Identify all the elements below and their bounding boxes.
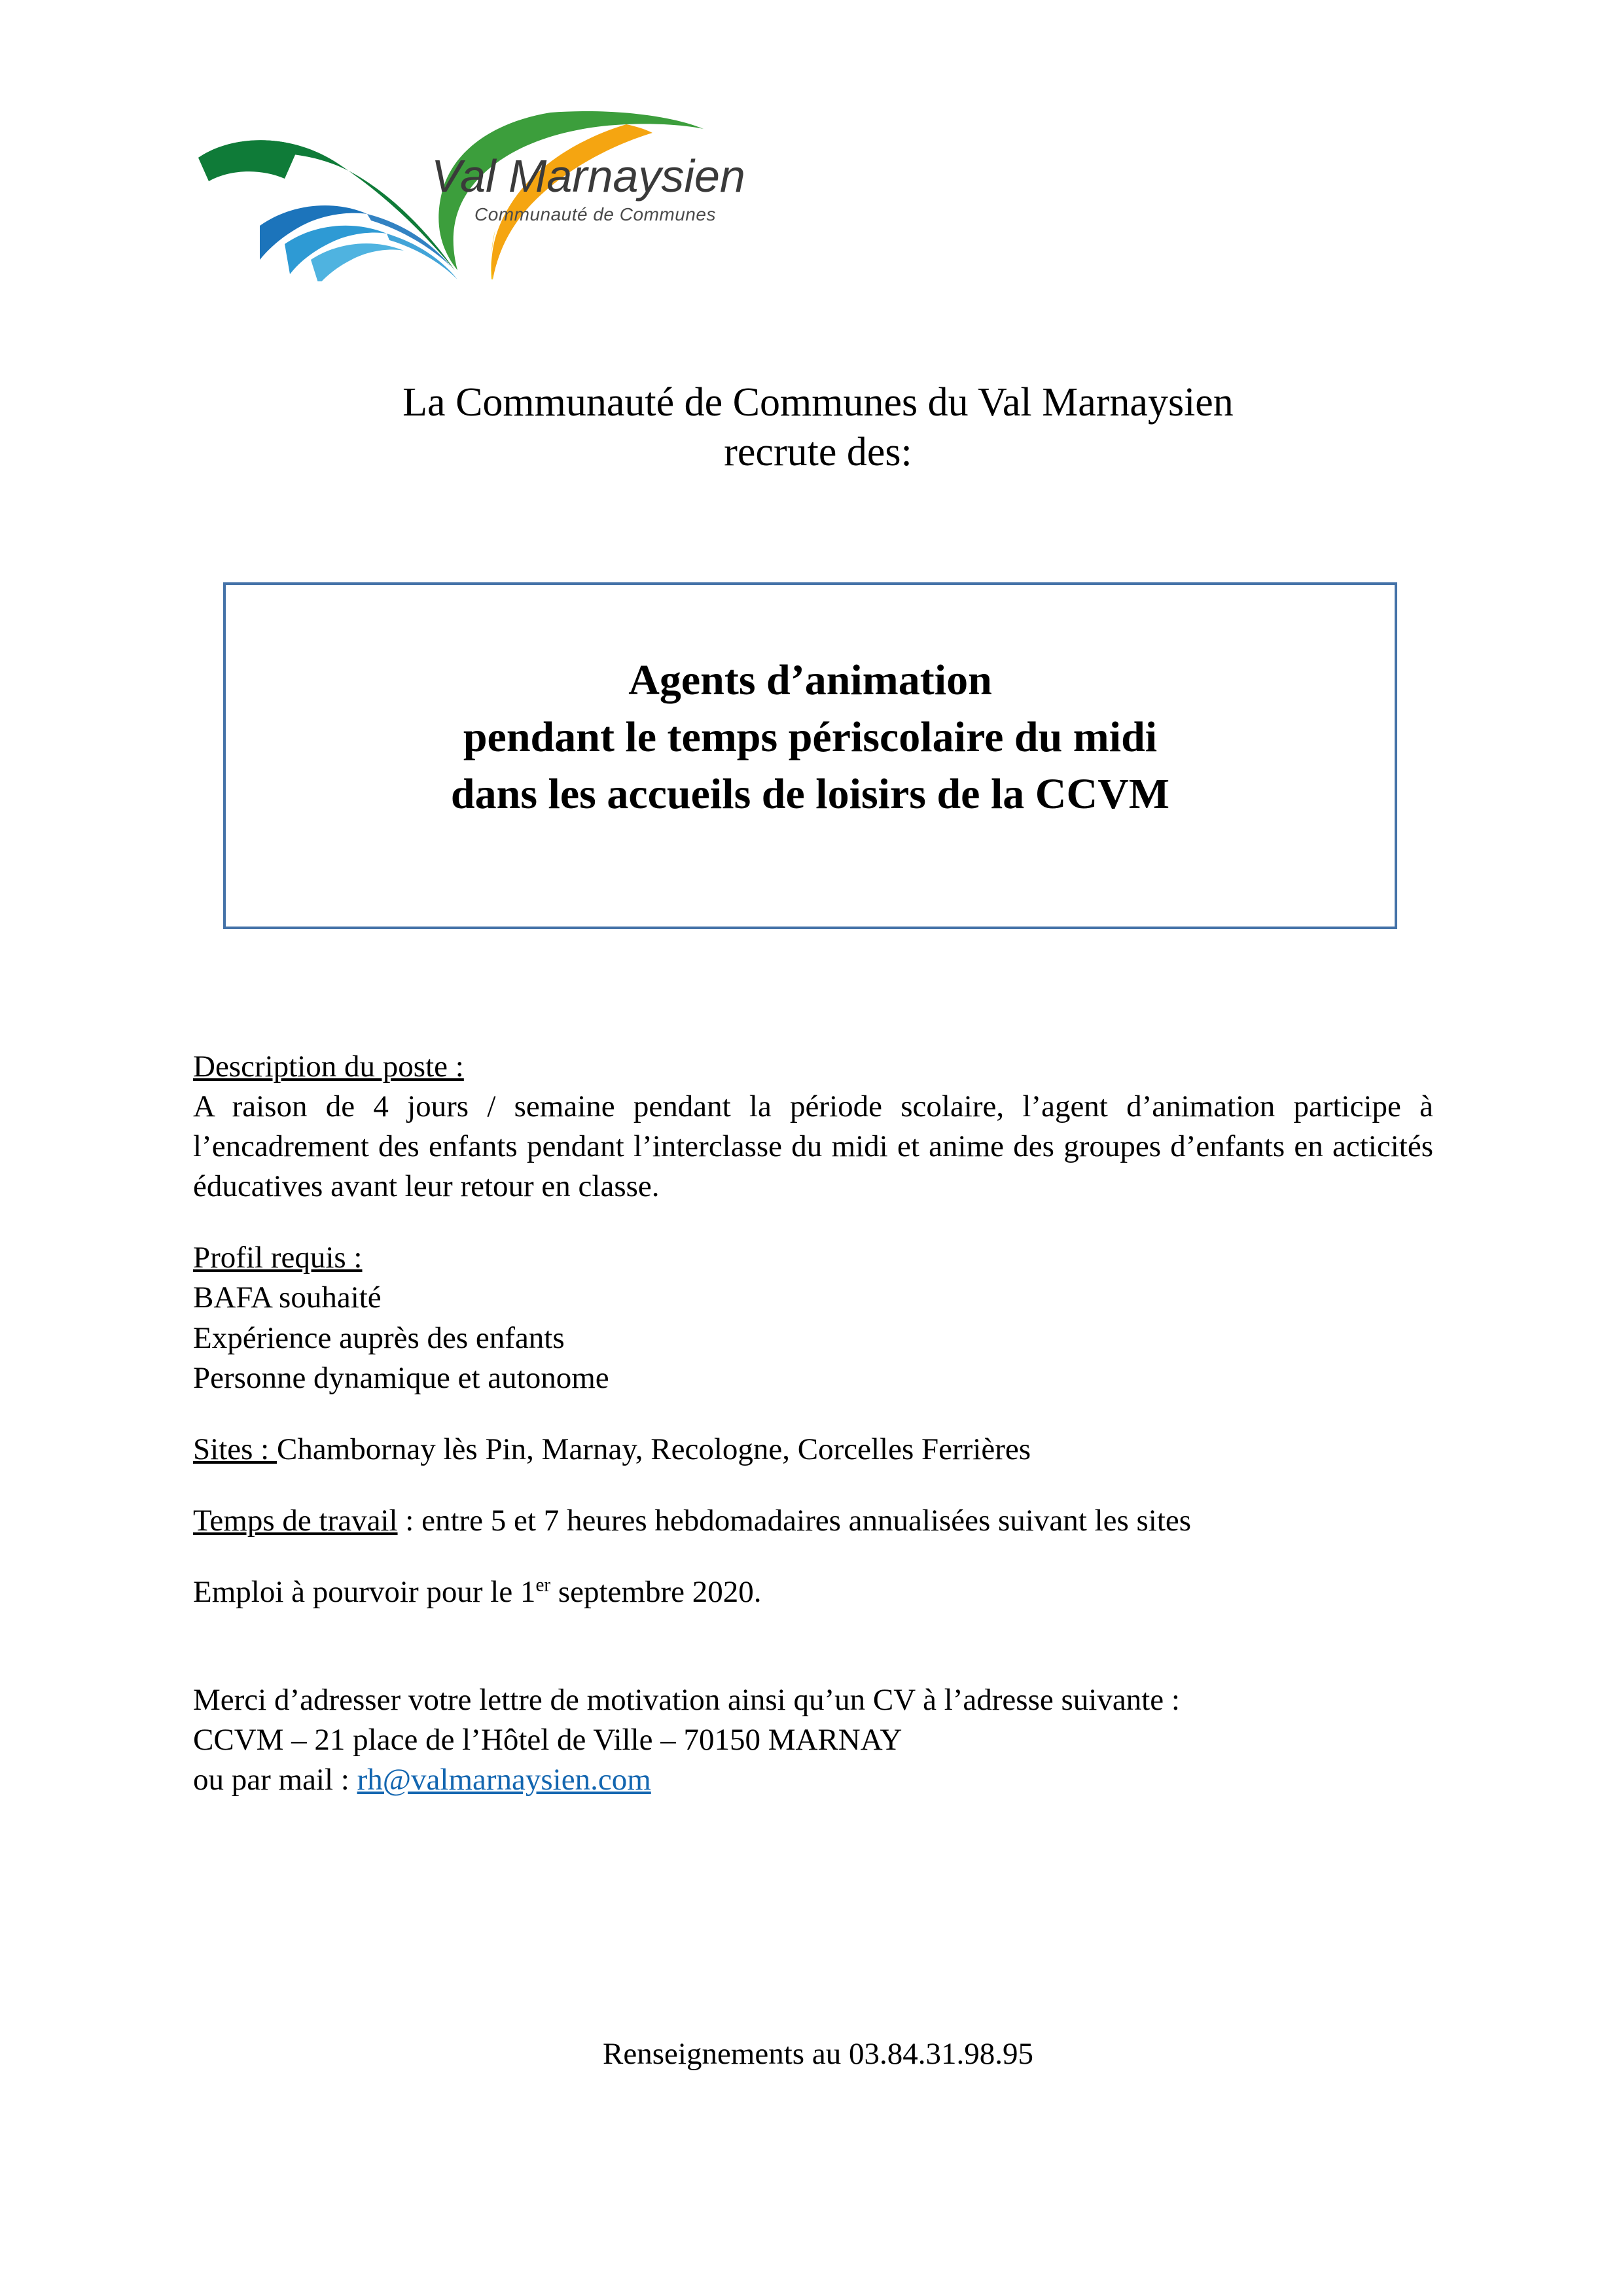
sites-row: [193, 1430, 1433, 1470]
job-title-line-3: dans les accueils de loisirs de la CCVM: [450, 770, 1170, 819]
start-date-suffix: septembre 2020.: [550, 1574, 762, 1609]
footer-info: Renseignements au 03.84.31.98.95: [603, 2037, 1033, 2071]
working-time-value: : entre 5 et 7 heures hebdomadaires annualisées suivant les sites: [397, 1503, 1192, 1538]
start-date-prefix: Emploi à pourvoir pour le 1: [193, 1574, 536, 1609]
profile-item-1: Expérience auprès des enfants: [193, 1320, 565, 1355]
profile-label: Profil requis :: [193, 1241, 363, 1275]
start-date-ordinal: er: [535, 1574, 551, 1596]
profile-item-2: Personne dynamique et autonome: [193, 1360, 609, 1395]
apply-line-2: CCVM – 21 place de l’Hôtel de Ville – 70150 MARNAY: [193, 1723, 902, 1757]
apply-line-1: Merci d’adresser votre lettre de motivation ainsi qu’un CV à l’adresse suivante :: [193, 1683, 1180, 1718]
sites-label: Sites :: [193, 1432, 277, 1466]
spacer: [193, 1541, 1433, 1572]
job-title-line-1: Agents d’animation: [628, 656, 992, 704]
logo-tagline: Communauté de Communes: [474, 204, 716, 224]
document-body: [193, 1047, 1433, 1800]
recruit-heading-line-1: La Communauté de Communes du Val Marnaysien: [402, 380, 1234, 425]
profile-label-row: [193, 1238, 1433, 1278]
spacer: [193, 1470, 1433, 1501]
apply-line-3: [193, 1760, 1433, 1800]
working-time-row: [193, 1501, 1433, 1541]
start-date-row: [193, 1572, 1433, 1612]
val-marnaysien-logo: [187, 95, 762, 281]
sites-value: Chambornay lès Pin, Marnay, Recologne, Corcelles Ferrières: [276, 1432, 1031, 1466]
logo-wordmark: Val Marnaysien: [431, 150, 745, 202]
logo-graphic: [187, 95, 762, 281]
apply-mail-prefix: ou par mail :: [193, 1763, 357, 1797]
description-label-row: [193, 1047, 1433, 1087]
profile-item-0: BAFA souhaité: [193, 1280, 382, 1315]
spacer: [193, 1207, 1433, 1238]
job-title-text: [226, 652, 1395, 822]
description-label: Description du poste :: [193, 1050, 464, 1084]
recruit-heading-line-2: recrute des:: [724, 429, 912, 474]
spacer: [193, 1612, 1433, 1680]
job-title-line-2: pendant le temps périscolaire du midi: [463, 713, 1158, 762]
job-title-box: [223, 582, 1397, 929]
working-time-label: Temps de travail: [193, 1503, 398, 1538]
recruit-heading: [196, 378, 1440, 477]
spacer: [193, 1398, 1433, 1430]
description-text: A raison de 4 jours / semaine pendant la période scolaire, l’agent d’animation participe à l’encadrement des enfants pendant l’interclasse du midi et anime des groupes d’enfants en acticités éducatives avant leur retour en classe.: [193, 1089, 1433, 1204]
email-link[interactable]: rh@valmarnaysien.com: [357, 1763, 651, 1797]
